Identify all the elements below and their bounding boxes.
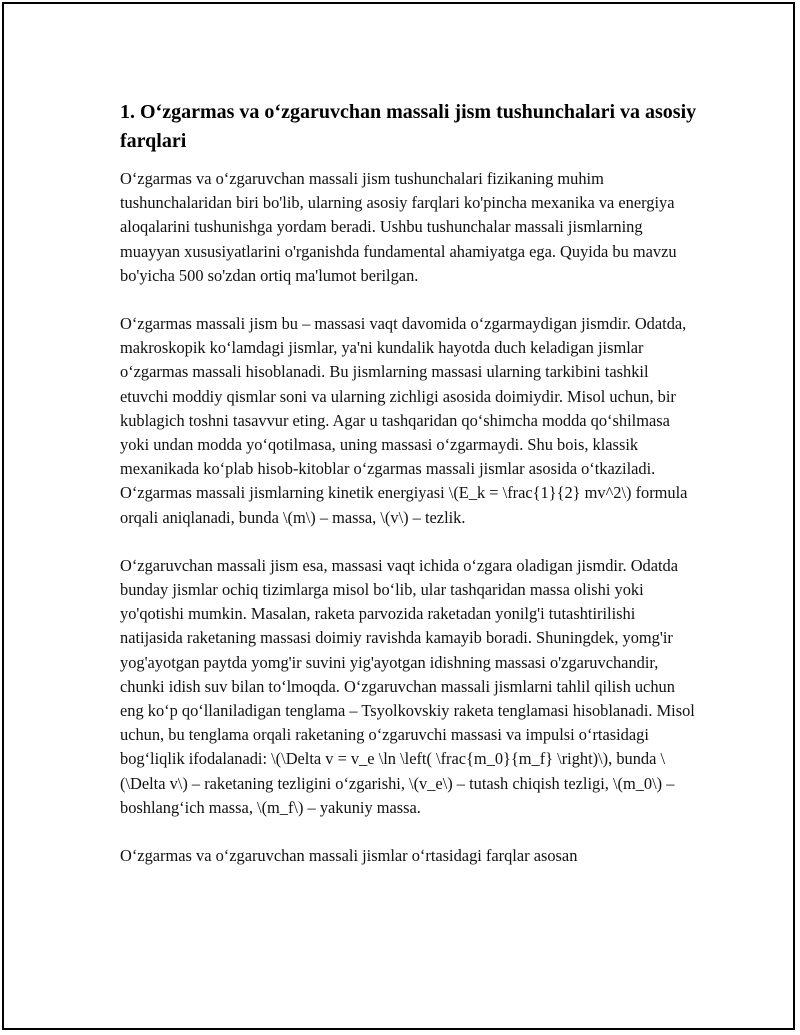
paragraph-differences: O‘zgarmas va o‘zgaruvchan massali jismlar o‘rtasidagi farqlar asosan	[120, 846, 578, 866]
document-body	[120, 98, 700, 892]
document-page	[2, 2, 795, 1030]
paragraph-intro: O‘zgarmas va o‘zgaruvchan massali jism tushunchalari fizikaning muhim tushunchalaridan biri bo'lib, ularning asosiy farqlari ko'pincha mexanika va energiya aloqalarini tushunishga yordam beradi. Ushbu tushunchalar massali jismlarning muayyan xususiyatlarini o'rganishda fundamental ahamiyatga ega. Quyida bu mavzu bo'yicha 500 so'zdan ortiq ma'lumot berilgan.	[120, 169, 677, 285]
paragraph-constant-mass: O‘zgarmas massali jism bu – massasi vaqt davomida o‘zgarmaydigan jismdir. Odatda, makroskopik ko‘lamdagi jismlar, ya'ni kundalik hayotda duch keladigan jismlar o‘zgarmas massali hisoblanadi. Bu jismlarning massasi ularning tarkibini tashkil etuvchi moddiy qismlar soni va ularning zichligi asosida doimiydir. Misol uchun, bir kublagich toshni tasavvur eting. Agar u tashqaridan qo‘shimcha modda qo‘shilmasa yoki undan modda yo‘qotilmasa, uning massasi o‘zgarmaydi. Shu bois, klassik mexanikada ko‘plab hisob-kitoblar o‘zgarmas massali jismlar asosida o‘tkaziladi. O‘zgarmas massali jismlarning kinetik energiyasi \(E_k = \frac{1}{2} mv^2\) formula orqali aniqlanadi, bunda \(m\) – massa, \(v\) – tezlik.	[120, 314, 688, 527]
section-heading: 1. O‘zgarmas va o‘zgaruvchan massali jism tushunchalari va asosiy farqlari	[120, 101, 697, 152]
paragraph-variable-mass: O‘zgaruvchan massali jism esa, massasi vaqt ichida o‘zgara oladigan jismdir. Odatda bunday jismlar ochiq tizimlarga misol bo‘lib, ular tashqaridan massa olishi yoki yo'qotishi mumkin. Masalan, raketa parvozida raketadan yonilg'i tutashtirilishi natijasida raketaning massasi doimiy ravishda kamayib boradi. Shuningdek, yomg'ir yog'ayotgan paytda yomg'ir suvini yig'ayotgan idishning massasi o'zgaruvchandir, chunki idish suv bilan to‘lmoqda. O‘zgaruvchan massali jismlarni tahlil qilish uchun eng ko‘p qo‘llaniladigan tenglama – Tsyolkovskiy raketa tenglamasi hisoblanadi. Misol uchun, bu tenglama orqali raketaning o‘zgaruvchi massasi va impulsi o‘rtasidagi bog‘liqlik ifodalanadi: \(\Delta v = v_e \ln \left( \frac{m_0}{m_f} \right)\), bunda \(\Delta v\) – raketaning tezligini o‘zgarishi, \(v_e\) – tutash chiqish tezligi, \(m_0\) – boshlang‘ich massa, \(m_f\) – yakuniy massa.	[120, 555, 695, 817]
